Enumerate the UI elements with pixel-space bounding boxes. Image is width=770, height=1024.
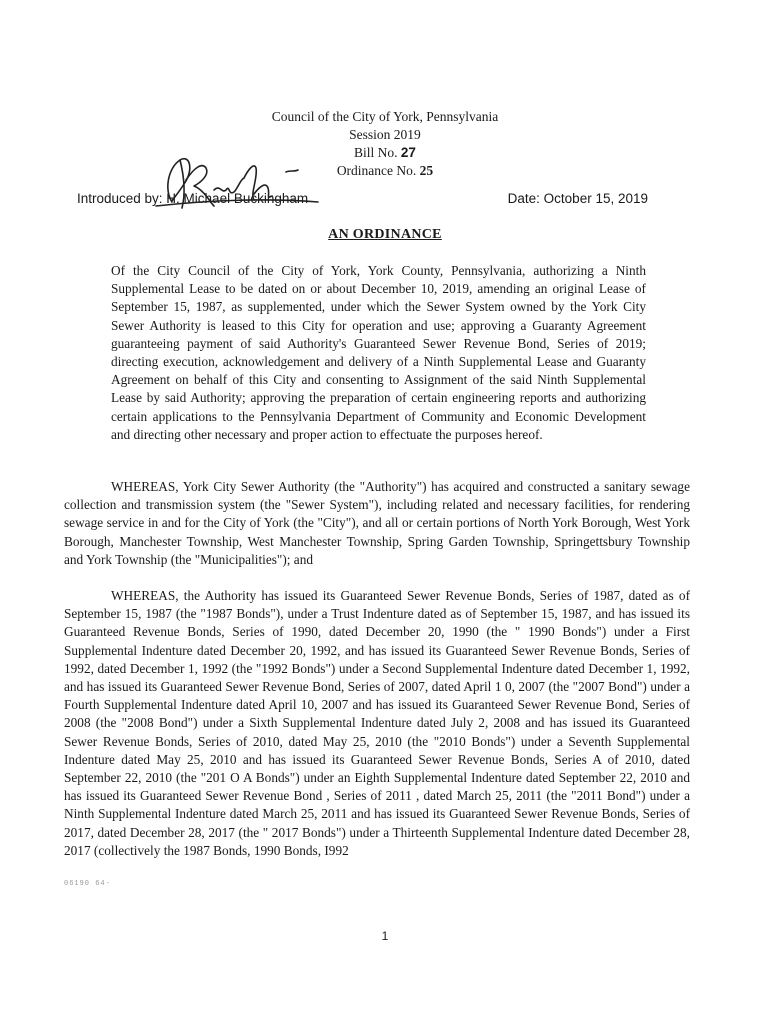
ordinance-line (0, 162, 770, 180)
signature-image (150, 150, 320, 220)
ordinance-number: 25 (419, 163, 434, 178)
ordinance-label: Ordinance No. (336, 163, 417, 178)
whereas-paragraph-2: WHEREAS, the Authority has issued its Guaranteed Sewer Revenue Bonds, Series of 1987, dated as of September 15, 1987 (the "1987 Bonds"), under a Trust Indenture dated as of September 15, 1987, and has issued its Guaranteed Revenue Bonds, Series of 1990, dated December 20, 1990 (the " 1990 Bonds") under a First Supplemental Indenture dated December 20, 1992, and has issued its Guaranteed Sewer Revenue Bonds, Series of 1992, dated December 1, 1992 (the "1992 Bonds") under a Second Supplemental Indenture dated December 1, 1992, and has issued its Guaranteed Sewer Revenue Bond, Series of 2007, dated April 1 0, 2007 (the "2007 Bond") under a Fourth Supplemental Indenture dated April 10, 2007 and has issued its Guaranteed Sewer Revenue Bond, Series of 2008 (the "2008 Bond") under a Sixth Supplemental Indenture dated July 2, 2008 and has issued its Guaranteed Sewer Revenue Bonds, Series of 2010, dated May 25, 2010 (the "2010 Bonds") under a Seventh Supplemental Indenture dated May 25, 2010 and has issued its Guaranteed Sewer Revenue Bonds, Series A of 2010, dated September 22, 2010 (the "201 O A Bonds") under an Eighth Supplemental Indenture dated September 22, 2010 and has issued its Guaranteed Sewer Revenue Bond , Series of 2011 , dated March 25, 2011 (the "2011 Bond") under a Ninth Supplemental Indenture dated March 25, 2011 and has issued its Guaranteed Sewer Revenue Bonds, Series of 2017, dated December 28, 2017 (the " 2017 Bonds") under a Thirteenth Supplemental Indenture dated December 28, 2017 (collectively the 1987 Bonds, 1990 Bonds, I992 (64, 588, 690, 858)
bill-line (0, 144, 770, 162)
document-code: 06190 64- (64, 880, 111, 888)
session-line: Session 2019 (349, 127, 421, 142)
whereas-paragraph-1: WHEREAS, York City Sewer Authority (the "Authority") has acquired and constructed a sanitary sewage collection and transmission system (the "Sewer System"), including related and necessary facilities, for rendering sewage service in and for the City of York (the "City"), and all or certain portions of North York Borough, West York Borough, Manchester Township, West Manchester Township, Spring Garden Township, Springettsbury Township and York Township (the "Municipalities"); and (64, 479, 690, 567)
ordinance-summary: Of the City Council of the City of York, York County, Pennsylvania, authorizing a Ninth Supplemental Lease to be dated on or about December 10, 2019, amending an original Lease of September 15, 1987, as supplemented, under which the Sewer System owned by the York City Sewer Authority is leased to this City for operation and use; approving a Guaranty Agreement guaranteeing payment of said Authority's Guaranteed Sewer Revenue Bond, Series of 2019; directing execution, acknowledgement and delivery of a Ninth Supplemental Lease and Guaranty Agreement on behalf of this City and consenting to Assignment of the said Ninth Supplemental Lease by said Authority; approving the preparation of certain engineering reports and authorizing certain applications to the Pennsylvania Department of Community and Economic Development and directing other necessary and proper action to effectuate the purposes hereof. (111, 263, 646, 442)
bill-label: Bill No. (354, 145, 398, 160)
ordinance-date: Date: October 15, 2019 (507, 191, 648, 206)
ordinance-heading: AN ORDINANCE (328, 227, 442, 242)
bill-number: 27 (400, 145, 416, 160)
page-number: 1 (381, 929, 389, 943)
council-title: Council of the City of York, Pennsylvania (271, 109, 499, 124)
introduced-by: Introduced by: H. Michael Buckingham (77, 191, 309, 206)
